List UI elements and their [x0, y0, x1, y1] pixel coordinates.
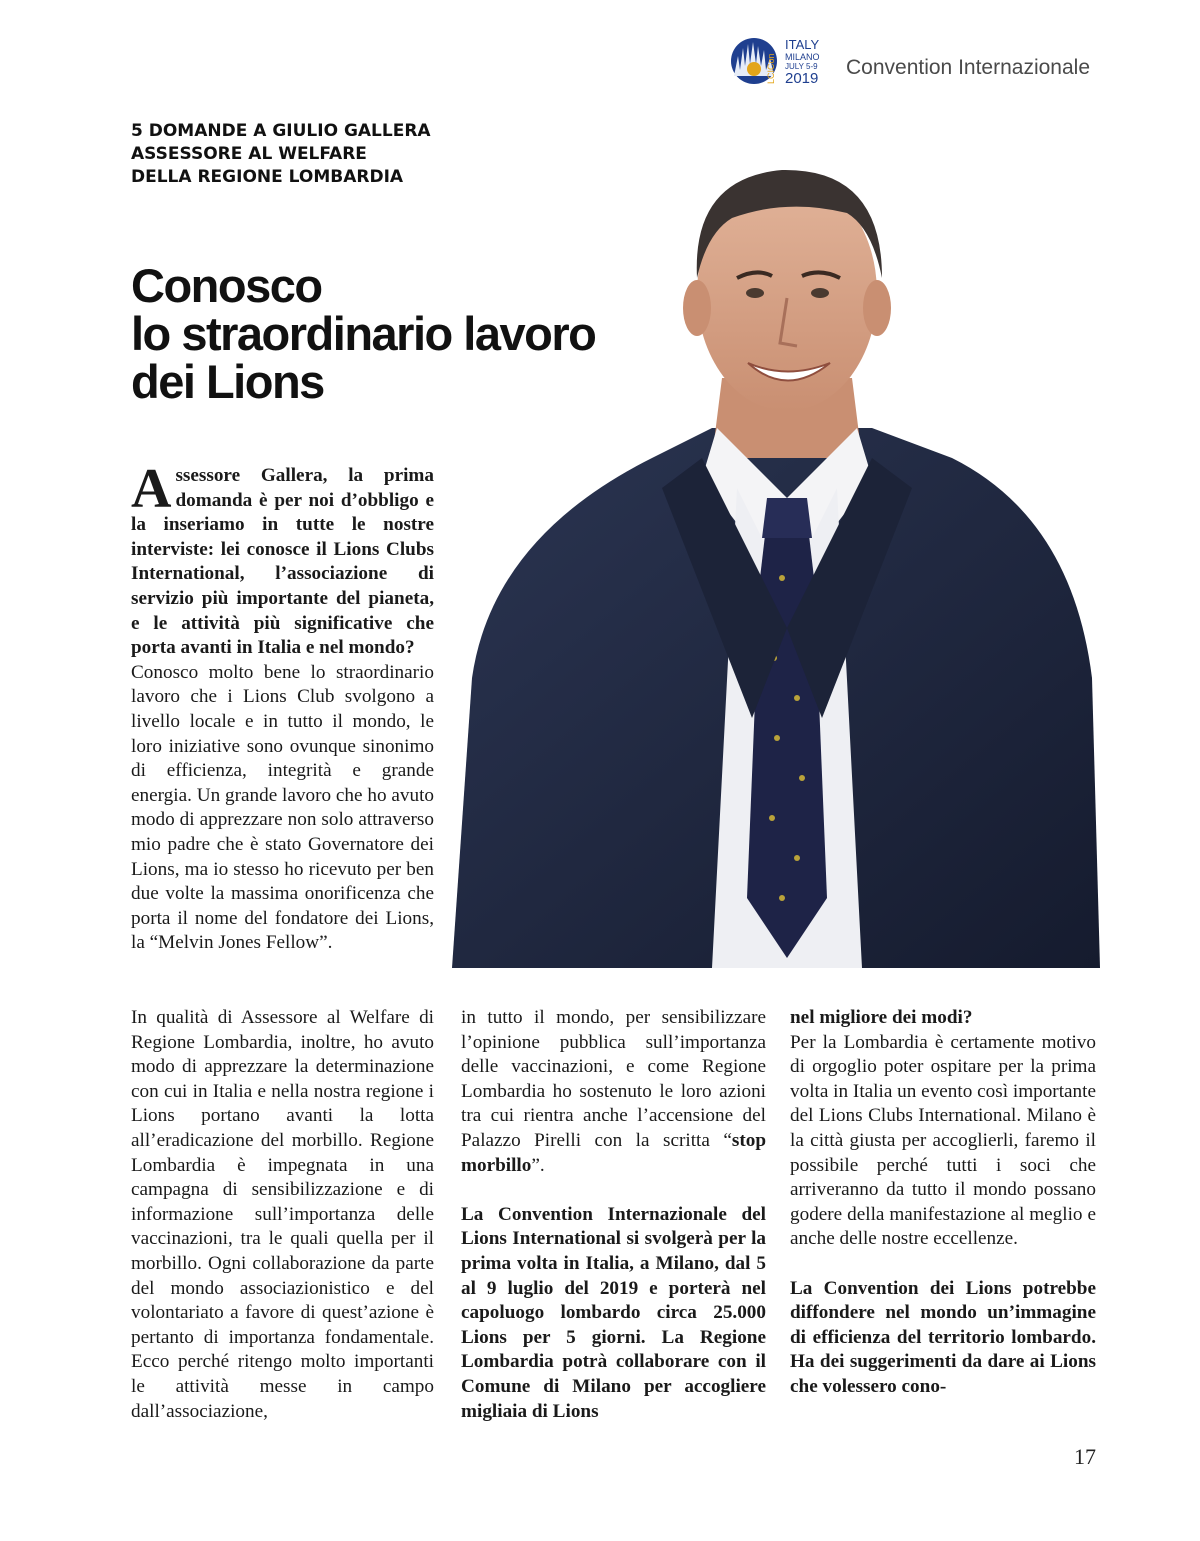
- kicker-line: ASSESSORE AL WELFARE: [131, 144, 367, 164]
- headline-line: dei Lions: [131, 355, 324, 408]
- drop-cap: A: [131, 458, 172, 520]
- article-column-1-bottom: [131, 1006, 434, 1424]
- logo-vertical-text: LCICon: [766, 53, 776, 84]
- article-column-2: [461, 1006, 766, 1424]
- logo-dates-text: JULY 5-9: [785, 62, 818, 71]
- headline-line: Conosco: [131, 259, 322, 312]
- section-title: Convention Internazionale: [846, 56, 1091, 79]
- article-column-3: [790, 1006, 1096, 1400]
- headline-line: lo straordinario lavoro: [131, 307, 596, 360]
- question-2: La Convention Internazionale del Lions International si svolgerà per la prima volta in Italia, a Milano, dal 5 al 9 luglio del 2019 e porterà nel capoluogo lombardo circa 25.000 Lions per 5 giorni. La Regione Lombardia potrà collaborare con il Comune di Milano per accogliere migliaia di Lions: [461, 1203, 766, 1422]
- answer-1-paragraph: Conosco molto bene lo straordinario lavoro che i Lions Club svolgono a livello locale e in tutto il mondo, le loro iniziative sono ovunque sinonimo di efficienza, integrità e grande energia. Un grande lavoro che ho avuto modo di apprezzare non solo attraverso mio padre che è stato Governatore dei Lions, ma io stesso ho ricevuto per ben due volte la massima onorificenza che porta il nome del fondatore dei Lions, la “Melvin Jones Fellow”.: [131, 661, 434, 954]
- answer-1-paragraph-end: [461, 1006, 766, 1178]
- article-column-1-top: [131, 458, 434, 956]
- convention-logo: [730, 36, 848, 86]
- page-number: 17: [1074, 1444, 1096, 1469]
- logo-milano-text: MILANO: [785, 52, 820, 62]
- interview-kicker: [131, 120, 491, 189]
- kicker-line: DELLA REGIONE LOMBARDIA: [131, 167, 404, 187]
- logo-year-text: 2019: [785, 70, 819, 86]
- question-1: [131, 458, 434, 661]
- logo-lions-emblem-icon: [747, 62, 761, 76]
- question-2-end: nel migliore dei modi?: [790, 1007, 973, 1028]
- answer-text: in tutto il mondo, per sensibilizzare l’opinione pubblica sull’importanza delle vaccinazioni, e come Regione Lombardia ho sostenuto le loro azioni tra cui rientra anche l’accensione del Palazzo Pirelli con la scritta “: [461, 1007, 766, 1151]
- answer-emphasis: stop morbillo: [461, 1129, 766, 1176]
- kicker-line: 5 DOMANDE A GIULIO GALLERA: [131, 121, 431, 141]
- portrait-photo: [452, 158, 1100, 968]
- answer-1-paragraph: In qualità di Assessore al Welfare di Regione Lombardia, inoltre, ho avuto modo di apprezzare la determinazione con cui in Italia e nella nostra regione i Lions portano avanti la lotta all’eradicazione del morbillo. Regione Lombardia è impegnata in una campagna di sensibilizzazione e di informazione sull’importanza delle vaccinazioni, tra le quali quella per il morbillo. Ogni collaborazione da parte del mondo associazionistico e del volontariato a favore di quest’azione è pertanto di importanza fondamentale. Ecco perché ritengo molto importanti le attività messe in campo dall’associazione,: [131, 1007, 434, 1422]
- question-1-text: ssessore Gallera, la prima domanda è per noi d’obbligo e la inseriamo in tutte le nostre interviste: lei conosce il Lions Clubs International, l’associazione di servizio più importante del pianeta, e le attività più significative che porta avanti in Italia e nel mondo?: [131, 465, 434, 659]
- answer-2-paragraph: Per la Lombardia è certamente motivo di orgoglio poter ospitare per la prima volta in Italia un evento così importante del Lions Clubs International. Milano è la città giusta per accoglierli, faremo il possibile perché tutti i soci che arriveranno da tutto il mondo possano godere della manifestazione al meglio e anche delle nostre eccellenze.: [790, 1031, 1096, 1250]
- answer-text: ”.: [531, 1154, 545, 1176]
- question-3: La Convention dei Lions potrebbe diffondere nel mondo un’immagine di efficienza del territorio lombardo. Ha dei suggerimenti da dare ai Lions che volessero cono-: [790, 1277, 1096, 1397]
- logo-italy-text: ITALY: [785, 37, 820, 52]
